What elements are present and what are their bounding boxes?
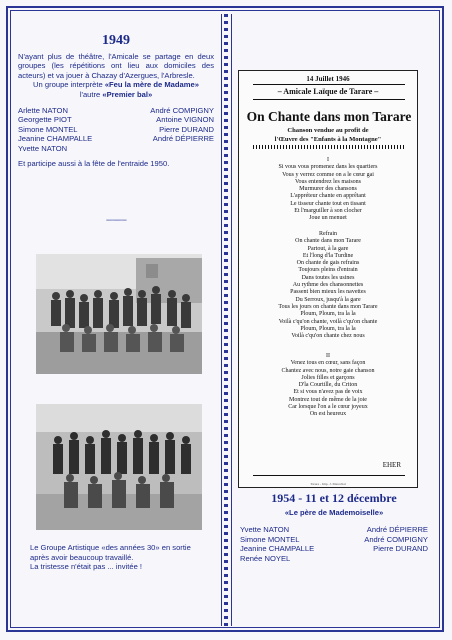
cast-name: Jeanine CHAMPALLE (240, 544, 315, 554)
cast-column-right (364, 525, 428, 563)
cast-column-right (150, 106, 214, 154)
caption-line: La tristesse n'était pas ... invitée ! (30, 562, 143, 572)
rule-line (253, 99, 405, 100)
song-line: On chante dans mon Tarare (295, 238, 361, 245)
rule-line (253, 84, 405, 85)
cast-column-left (240, 525, 314, 563)
song-line: On chante de gais refrains (296, 260, 360, 267)
song-author: EHER (382, 461, 401, 469)
song-line: On est heureux (309, 411, 347, 418)
section-number: I (327, 157, 329, 163)
cast-name: Jeanine CHAMPALLE (18, 134, 93, 144)
song-line: Toujours pleins d'entrain (298, 267, 358, 274)
song-line: Car lorsque l'on a le cœur joyeux (288, 404, 368, 411)
cast-name: André COMPIGNY (150, 105, 214, 115)
column-divider-line (221, 14, 222, 626)
song-line: Murmurer des chansons (299, 186, 357, 193)
refrain-label: Refrain (319, 231, 337, 237)
printer-credit: Tarare - Imp. J. Marechal (310, 482, 346, 486)
play-title-2: «Premier bal» (102, 89, 153, 99)
cast-name: André DÉPIERRE (152, 134, 214, 144)
cast-name: Antoine VIGNON (156, 115, 214, 125)
cast-name: Georgette PIOT (18, 115, 72, 125)
song-line: Ploum, Ploum, tra la la (300, 325, 356, 332)
play-line-2 (18, 90, 214, 100)
song-refrain (239, 231, 417, 340)
song-line: Montrez tout de même de la joie (289, 396, 367, 403)
song-header-text: Amicale Laïque de Tarare (283, 87, 373, 96)
rule-line (253, 475, 405, 476)
column-divider-dots (224, 14, 228, 626)
group-photo-2 (36, 404, 202, 530)
play-line-1-prefix: Un groupe interprète (33, 80, 105, 90)
cast-name: Yvette NATON (18, 143, 68, 153)
song-line: Ploum, Ploum, tra la la (300, 311, 356, 318)
cast-name: Arlette NATON (18, 105, 68, 115)
left-column (18, 33, 214, 168)
song-line: Passent bien mieux les navettes (290, 289, 366, 296)
song-date: 14 Juillet 1946 (306, 75, 350, 83)
column-divider-line (231, 14, 232, 626)
play-line-2-prefix: l'autre (79, 89, 103, 99)
song-line: Et si vous n'avez pas de voix (293, 389, 363, 396)
song-subtitle-2: l'Œuvre des "Enfants à la Montagne" (274, 136, 382, 143)
year-heading: 1949 (102, 33, 130, 48)
cast-name: Renée NOYEL (240, 553, 291, 563)
song-line: Vous entendrez les maisons (294, 178, 362, 185)
song-line: Le tisseur chante tout en tissant (290, 200, 366, 207)
group-photo-1 (36, 254, 202, 374)
cast-name: Yvette NATON (240, 525, 290, 535)
song-line: Tous les jours on chante dans mon Tarare (278, 303, 378, 310)
play-title-1: «Feu la mère de Madame» (104, 80, 199, 90)
song-line: Et l'marguiller à son clocher (294, 208, 362, 215)
play-line-1 (18, 80, 214, 90)
cast-list-1949 (18, 106, 214, 154)
song-line: Du Serroux, jusqu'à la gare (295, 296, 361, 303)
song-line: Jolies filles et garçons (301, 374, 355, 381)
caption-line: après avoir beaucoup travaillé. (30, 552, 134, 562)
cast-name: Pierre DURAND (373, 544, 428, 554)
photo-caption (30, 543, 220, 572)
cast-column-left (18, 106, 92, 154)
fete-line: Et participe aussi à la fête de l'entraide 1950. (18, 158, 170, 168)
cast-list-1954 (240, 525, 428, 563)
song-header: – Amicale Laïque de Tarare – (277, 87, 379, 96)
section-number: II (326, 353, 330, 359)
intro-paragraph: N'ayant plus de théâtre, l'Amicale se partage en deux groupes (les répétitions ont lieu aux domiciles des acteurs) et va jouer à Chazay d'Azergues, l'Arbresle. (18, 51, 214, 80)
song-sheet (238, 70, 418, 488)
cast-name: André COMPIGNY (364, 534, 428, 544)
caption-line: Le Groupe Artistique «des années 30» en sortie (30, 543, 191, 552)
song-line: Joue un menuet (309, 215, 347, 222)
song-line: Et l'long d'la Turdine (302, 252, 354, 259)
song-line: Au rythme des chansonnettes (292, 282, 364, 289)
song-section-2 (239, 353, 417, 419)
song-line: Venez tous en cœur, sans façon (290, 360, 366, 367)
cast-name: Simone MONTEL (18, 124, 78, 134)
event-subtitle: «Le père de Mademoiselle» (284, 507, 384, 517)
song-subtitle-1: Chanson vendue au profit de (287, 127, 369, 134)
flourish-ornament: ◦◦◦◦◦◦◦◦◦◦◦◦◦◦◦◦◦◦ (105, 218, 127, 224)
song-line: Chantez avec nous, notre gaie chanson (281, 367, 375, 374)
song-line: Voilà c'qu'on chante, voilà c'qu'on chante (278, 318, 378, 325)
cast-name: André DÉPIERRE (366, 525, 428, 535)
song-line: L'appréteur chante en apprêtant (290, 193, 366, 200)
right-bottom-section (240, 491, 428, 564)
song-line: Si vous vous promenez dans les quartiers (278, 164, 378, 171)
cast-name: Pierre DURAND (159, 124, 214, 134)
song-section-1 (239, 157, 417, 223)
song-line: Vous y verrez comme on a le cœur gai (282, 171, 374, 178)
song-line: Dans toutes les usines (301, 274, 355, 281)
song-title: On Chante dans mon Tarare (246, 109, 412, 124)
event-title: 1954 - 11 et 12 décembre (271, 491, 397, 505)
song-line: D'la Courtille, du Criton (298, 382, 358, 389)
song-line: Partout, à la gare (307, 245, 349, 252)
song-line: Voilà c'qu'on chante chez nous (291, 333, 365, 340)
hatch-rule (253, 145, 405, 149)
cast-name: Simone MONTEL (240, 534, 300, 544)
